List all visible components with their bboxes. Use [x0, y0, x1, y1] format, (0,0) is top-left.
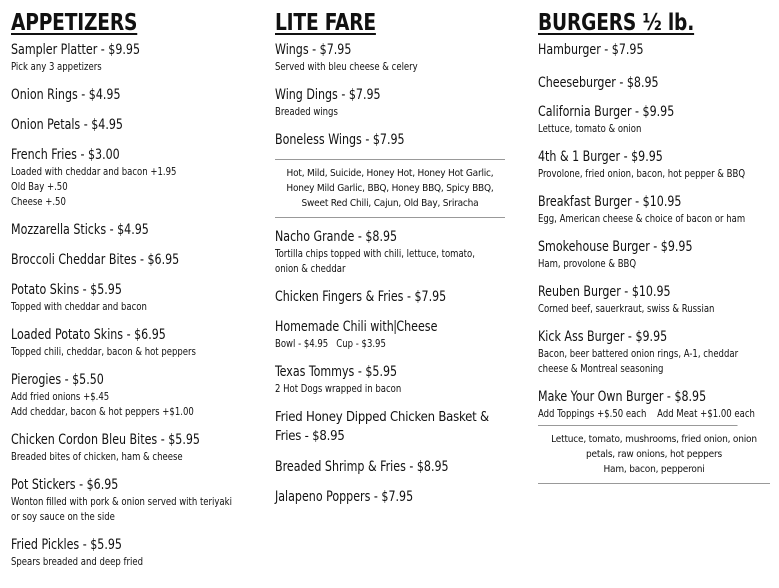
item-name: Smokehouse Burger - $9.95: [538, 239, 693, 255]
item-desc: Lettuce, tomato & onion: [538, 122, 642, 135]
menu-item: [538, 238, 770, 271]
item-desc: Old Bay +.50: [11, 180, 68, 193]
item-desc: Spears breaded and deep fried: [11, 555, 143, 568]
item-desc: Egg, American cheese & choice of bacon or ham: [538, 212, 746, 225]
item-desc: Bacon, beer battered onion rings, A-1, cheddar: [538, 347, 739, 360]
menu-item: [11, 536, 261, 569]
item-desc: Loaded with cheddar and bacon +1.95: [11, 165, 177, 178]
item-desc: Add Toppings +$.50 each Add Meat +$1.00 each: [538, 406, 738, 426]
item-name: Broccoli Cheddar Bites - $6.95: [11, 252, 180, 268]
item-desc: cheese & Montreal seasoning: [538, 362, 664, 375]
item-name: Sampler Platter - $9.95: [11, 42, 141, 58]
item-desc: Add cheddar, bacon & hot peppers +$1.00: [11, 405, 194, 418]
item-desc: Topped chili, cheddar, bacon & hot peppers: [11, 345, 196, 358]
section-heading-lite-fare: LITE FARE: [275, 10, 376, 36]
item-name: Potato Skins - $5.95: [11, 282, 122, 298]
item-name: Make Your Own Burger - $8.95: [538, 389, 707, 405]
item-desc: Add fried onions +$.45: [11, 390, 110, 403]
item-name: French Fries - $3.00: [11, 147, 120, 163]
item-desc: Breaded bites of chicken, ham & cheese: [11, 450, 183, 463]
item-name: Jalapeno Poppers - $7.95: [275, 489, 414, 505]
item-desc: Provolone, fried onion, bacon, hot pepper & BBQ: [538, 167, 746, 180]
menu-item: [275, 41, 505, 74]
item-desc: Corned beef, sauerkraut, swiss & Russian: [538, 302, 715, 315]
wing-sauce-list: Hot, Mild, Suicide, Honey Hot, Honey Hot Garlic, Honey Mild Garlic, BBQ, Honey BBQ, Spicy BBQ, Sweet Red Chili, Cajun, Old Bay, Sriracha: [275, 159, 505, 218]
item-name: Texas Tommys - $5.95: [275, 364, 398, 380]
item-name-part: Homemade Chili with: [275, 319, 394, 335]
menu-item: [538, 193, 770, 226]
menu-item: [11, 476, 261, 524]
menu-item: [11, 371, 261, 419]
section-heading-burgers: BURGERS ½ lb.: [538, 10, 695, 36]
menu-item: [275, 288, 505, 306]
item-name-part: Cheese: [396, 319, 438, 335]
item-desc: Wonton filled with pork & onion served with teriyaki: [11, 495, 232, 508]
item-name: Breakfast Burger - $10.95: [538, 194, 682, 210]
burgers-column: [538, 10, 770, 494]
menu-item: [11, 116, 261, 134]
menu-item: [538, 41, 770, 59]
item-desc: Breaded wings: [275, 105, 338, 118]
menu-item: [11, 281, 261, 314]
text-cursor: [395, 320, 396, 334]
menu-item: [11, 251, 261, 269]
item-desc: Pick any 3 appetizers: [11, 60, 102, 73]
item-desc: Cheese +.50: [11, 195, 66, 208]
menu-item: [275, 408, 505, 446]
menu-item: [11, 221, 261, 239]
item-name: Kick Ass Burger - $9.95: [538, 329, 668, 345]
item-name: Pot Stickers - $6.95: [11, 477, 119, 493]
menu-item: [538, 74, 770, 92]
menu-item: [538, 328, 770, 376]
item-name: [275, 318, 477, 336]
item-name: Breaded Shrimp & Fries - $8.95: [275, 459, 449, 475]
item-desc: onion & cheddar: [275, 262, 346, 275]
lite-fare-list: [275, 41, 505, 506]
section-heading-appetizers: APPETIZERS: [11, 10, 138, 36]
item-name: Onion Petals - $4.95: [11, 117, 123, 133]
item-desc: Topped with cheddar and bacon: [11, 300, 147, 313]
menu-item: [275, 131, 505, 149]
menu-item: [275, 488, 505, 506]
appetizers-column: [11, 10, 261, 581]
item-name: 4th & 1 Burger - $9.95: [538, 149, 663, 165]
item-desc: Ham, provolone & BBQ: [538, 257, 637, 270]
menu-item: [275, 228, 505, 276]
burgers-list: [538, 41, 770, 484]
menu-item: [11, 41, 261, 74]
menu-item: [11, 326, 261, 359]
item-desc: 2 Hot Dogs wrapped in bacon: [275, 382, 402, 395]
item-name: Chicken Fingers & Fries - $7.95: [275, 289, 447, 305]
menu-item: [11, 431, 261, 464]
item-desc: Tortilla chips topped with chili, lettuce, tomato,: [275, 247, 475, 260]
menu-item: [275, 318, 505, 351]
item-name: Loaded Potato Skins - $6.95: [11, 327, 166, 343]
item-name: Hamburger - $7.95: [538, 42, 644, 58]
item-name: Mozzarella Sticks - $4.95: [11, 222, 149, 238]
toppings-line: petals, raw onions, hot peppers: [586, 449, 722, 460]
menu-item: [275, 86, 505, 119]
item-name: Onion Rings - $4.95: [11, 87, 121, 103]
item-name: California Burger - $9.95: [538, 104, 675, 120]
item-name: Wing Dings - $7.95: [275, 87, 381, 103]
menu-item: [275, 363, 505, 396]
item-name: Wings - $7.95: [275, 42, 352, 58]
menu-item: [11, 86, 261, 104]
lite-fare-column: [275, 10, 505, 518]
item-name: Pierogies - $5.50: [11, 372, 104, 388]
menu-item: [538, 283, 770, 316]
item-name: Reuben Burger - $10.95: [538, 284, 671, 300]
item-name: Chicken Cordon Bleu Bites - $5.95: [11, 432, 200, 448]
item-name: Nacho Grande - $8.95: [275, 229, 398, 245]
toppings-line: Ham, bacon, pepperoni: [603, 464, 705, 475]
toppings-list: [538, 430, 770, 484]
menu-item: [11, 146, 261, 209]
menu-item: [538, 388, 770, 426]
item-desc: or soy sauce on the side: [11, 510, 115, 523]
menu-item: [275, 458, 505, 476]
item-desc: Served with bleu cheese & celery: [275, 60, 418, 73]
item-desc: Bowl - $4.95 Cup - $3.95: [275, 337, 386, 350]
toppings-line: Lettuce, tomato, mushrooms, fried onion, onion: [551, 434, 757, 445]
item-name: Cheeseburger - $8.95: [538, 75, 659, 91]
item-name: Fried Pickles - $5.95: [11, 537, 122, 553]
item-name: Boneless Wings - $7.95: [275, 132, 405, 148]
appetizers-list: [11, 41, 261, 569]
menu-item: [538, 103, 770, 136]
menu-item: [538, 148, 770, 181]
item-name: Fried Honey Dipped Chicken Basket & Fries - $8.95: [275, 410, 489, 444]
